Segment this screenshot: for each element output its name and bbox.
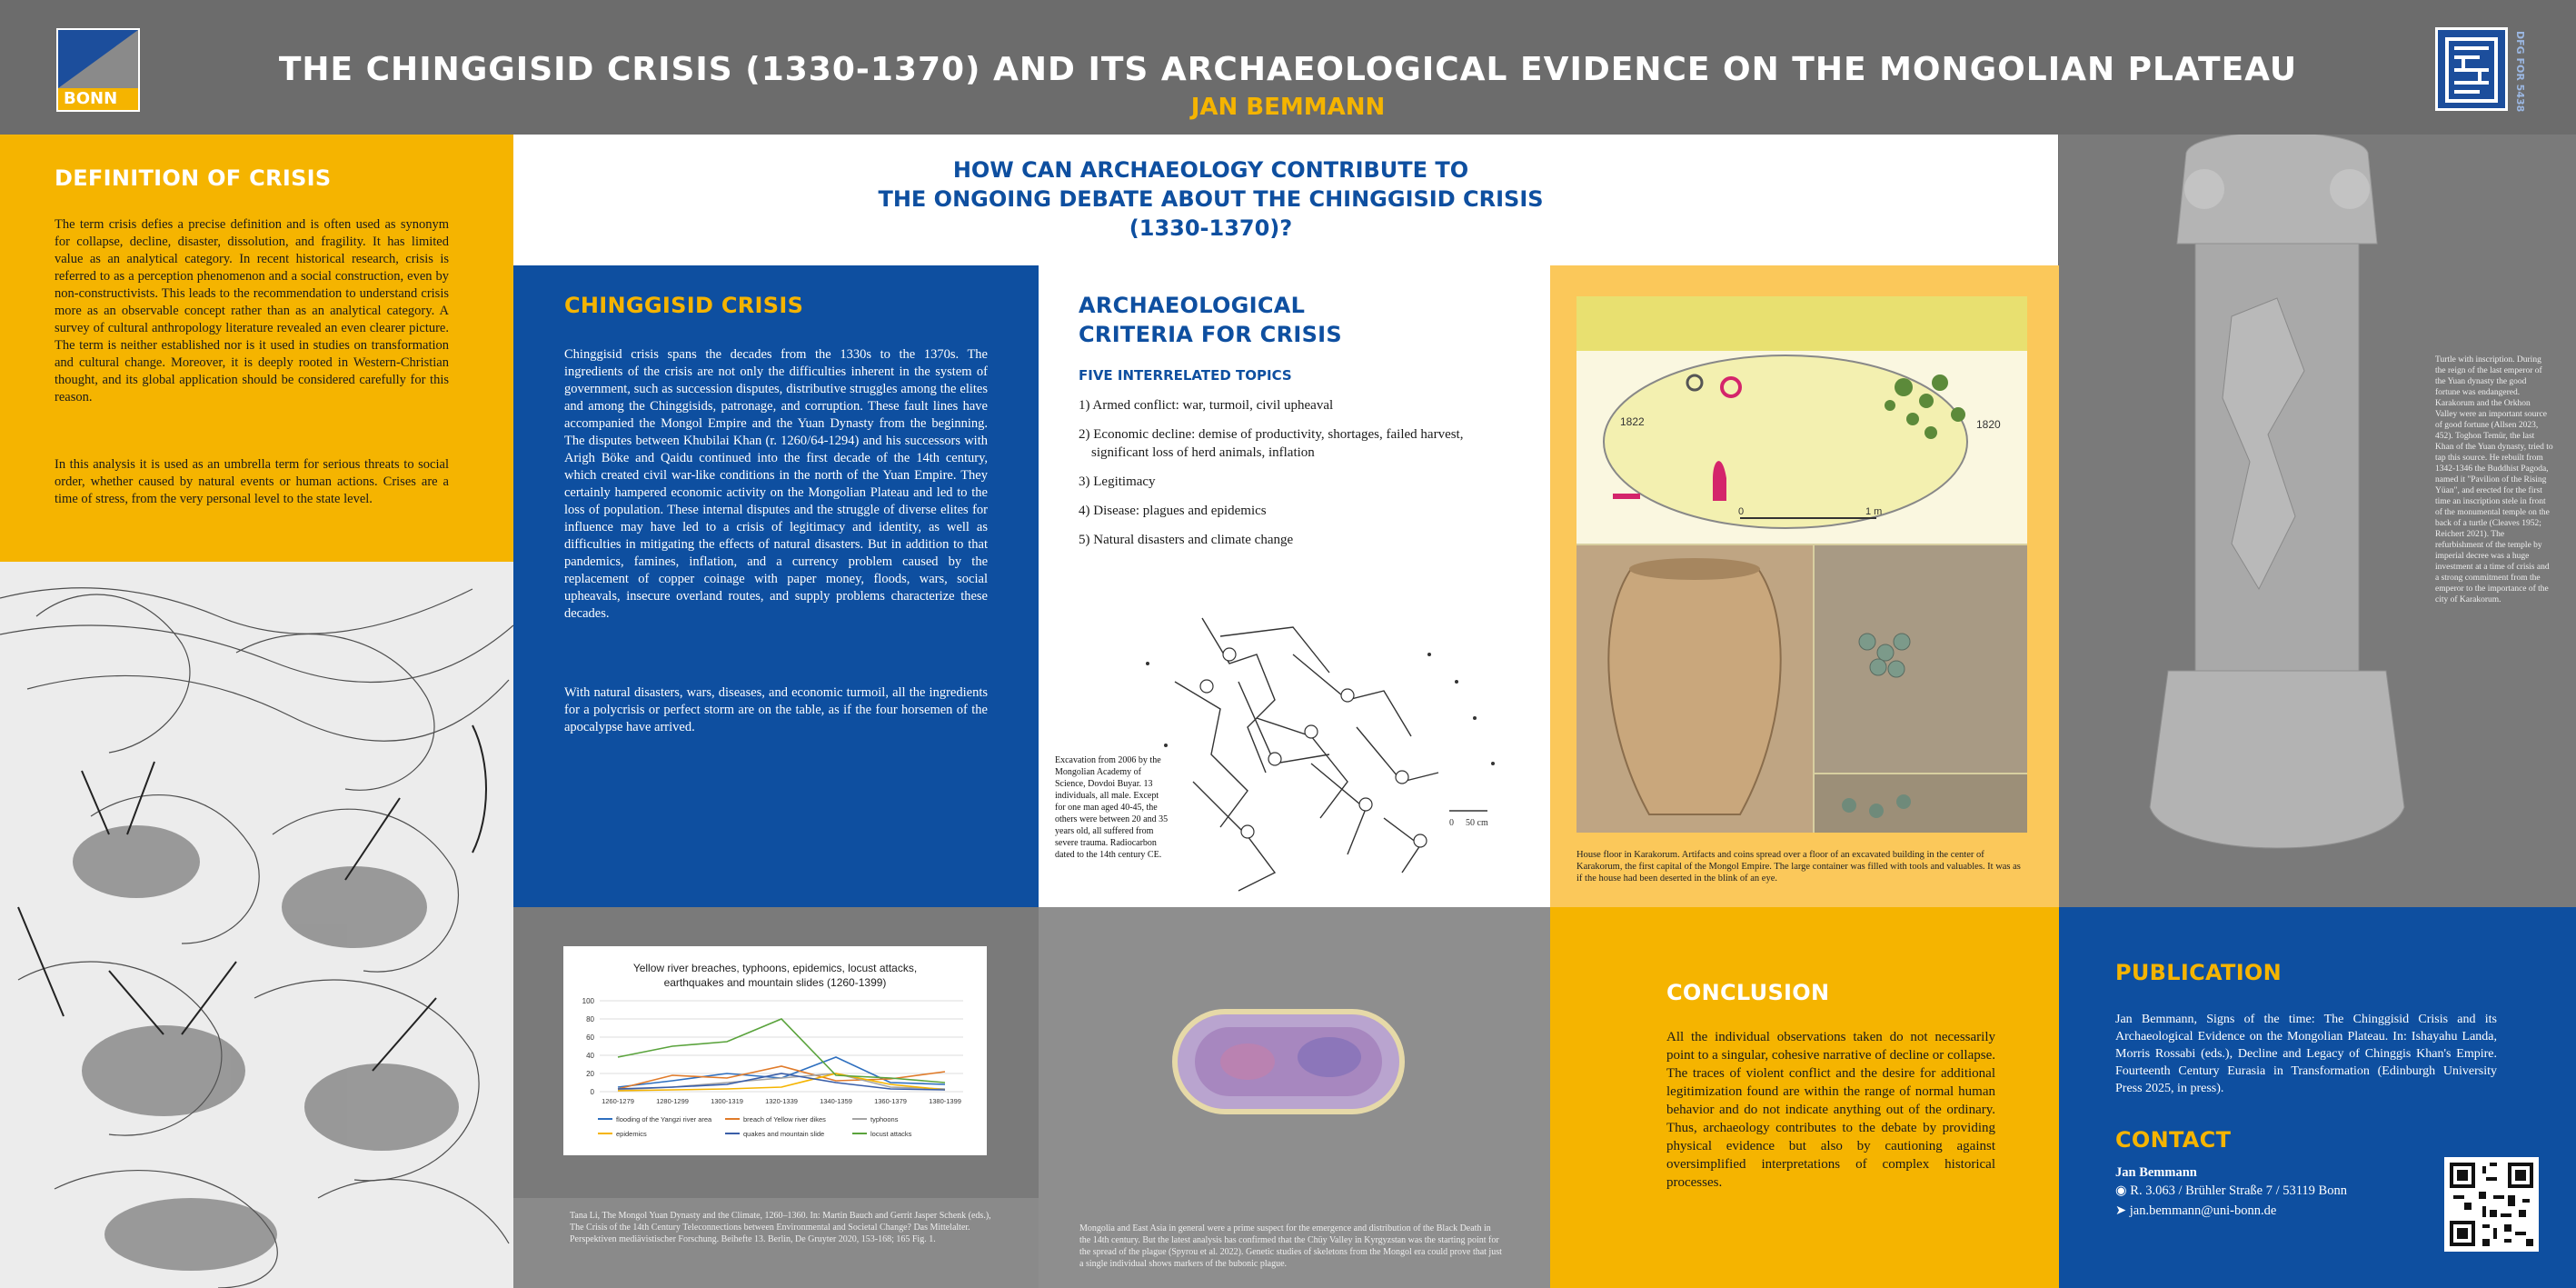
criteria-item: 1) Armed conflict: war, turmoil, civil upheaval [1079, 398, 1334, 413]
conclusion-panel [1550, 907, 2059, 1288]
qr-code-icon[interactable] [2444, 1157, 2539, 1252]
plan-scale-0: 0 [1738, 506, 1745, 517]
skeleton-caption: Excavation from 2006 by the Mongolian Academy of Science, Dovdoi Buyar. 13 individuals, all male. Except for one man aged 40-45, the others were between 20 and 35 years old, all suffered from severe trauma. Radiocarbon dated to the 14th century CE. [1055, 755, 1169, 860]
svg-text:0: 0 [1449, 818, 1454, 828]
dfg-logo-icon [2435, 27, 2508, 111]
chart-xtick-label: 1260-1279 [602, 1097, 634, 1105]
chart-xtick-label: 1340-1359 [820, 1097, 852, 1105]
chart-caption: Tana Li, The Mongol Yuan Dynasty and the Climate, 1260–1360. In: Martin Bauch and Gerrit Jasper Schenk (eds.), The Crisis of the 14th Century Teleconnections between Environmental and Societal Change? Das Mittelalter. Perspektiven mediävistischer Forschung. Beihefte 13. Berlin, De Gruyter 2020, 153-168; 165 Fig. 1. [570, 1211, 991, 1244]
criteria-item: 3) Legitimacy [1079, 474, 1156, 489]
plague-bacterium-image [1175, 1012, 1402, 1112]
chart-xtick-label: 1280-1299 [656, 1097, 689, 1105]
chart-legend-label: quakes and mountain slide [743, 1130, 825, 1138]
poster-title: THE CHINGGISID CRISIS (1330-1370) AND ITS ARCHAEOLOGICAL EVIDENCE ON THE MONGOLIAN PLATEAU [278, 51, 2298, 88]
chart-ytick-label: 40 [586, 1052, 594, 1060]
publication-heading: PUBLICATION [2115, 960, 2283, 985]
plague-caption: Mongolia and East Asia in general were a prime suspect for the emergence and distribution of the Black Death in the 14th century. But the latest analysis has confirmed that the Chüy Valley in Kyrgyzstan was the starting point for the spread of the plague (Spyrou et al. 2022). Genetic studies of skeletons from the Mongol era could prove that just a single individual shows markers of the bubonic plague. [1079, 1223, 1502, 1269]
chart-ytick-label: 0 [590, 1088, 594, 1096]
chart-legend-label: flooding of the Yangzi river area [616, 1115, 712, 1123]
criteria-heading-line-1: ARCHAEOLOGICAL [1079, 293, 1306, 318]
definition-paragraph-2: In this analysis it is used as an umbrella term for serious threats to social order, whether caused by natural events or human actions. Crises are a time of stress, from the very personal level to the state level. [55, 457, 449, 506]
definition-heading: DEFINITION OF CRISIS [55, 165, 332, 191]
research-question-line-3: (1330-1370)? [1129, 215, 1293, 241]
climate-chart [563, 946, 987, 1155]
criteria-item: 2) Economic decline: demise of productivity, shortages, failed harvest, significant loss of herd animals, inflation [1079, 427, 1464, 460]
climate-chart-svg [563, 946, 987, 1155]
research-question [513, 155, 1908, 243]
criteria-heading [1079, 291, 1342, 349]
contact-address-text: R. 3.063 / Brühler Straße 7 / 53119 Bonn [2130, 1183, 2347, 1198]
send-icon: ➤ [2115, 1203, 2127, 1218]
chart-legend-label: breach of Yellow river dikes [743, 1115, 826, 1123]
chart-xtick-label: 1380-1399 [929, 1097, 961, 1105]
chart-ytick-label: 80 [586, 1015, 594, 1023]
criteria-item: 4) Disease: plagues and epidemics [1079, 504, 1267, 518]
conclusion-text: All the individual observations taken do not necessarily point to a singular, cohesive narrative of decline or collapse. The traces of violent conflict and the desire for additional legitimization found are within the range of normal human behavior and do not indicate anything out of the ordinary. Thus, archaeology contributes to the debate by providing physical evidence but also by cautioning against oversimplified interpretations of complex historical processes. [1666, 1030, 1995, 1190]
contact-name: Jan Bemmann [2115, 1165, 2197, 1180]
crisis-paragraph-1: Chinggisid crisis spans the decades from the 1330s to the 1370s. The ingredients of the crisis are not only the difficulties inherent in the system of government, such as succession disputes, distributive struggles among the elites and among the Chinggisids, patronage, and corruption. These fault lines have accompanied the Mongol Empire and the Yuan Dynasty from the beginning. The disputes between Khubilai Khan (r. 1260/64-1294) and his successors with Arigh Böke and Qaidu continued into the first decade of the 14th century, which created civil war-like conditions in the north of the Yuan Empire. They certainly hampered economic activity on the Mongolian Plateau and led to the loss of population. These internal disputes and the struggle of diverse elites for influence may have led to a crisis of legitimacy and identity, as well as difficulties in mitigating the effects of natural disasters. But in addition to that pandemics, famines, inflation, and a currency problem caused by the replacement of copper coinage with paper money, floods, wars, social upheavals, insecure overland routes, and supply problems characterize these decades. [564, 347, 988, 621]
chart-xtick-label: 1320-1339 [765, 1097, 798, 1105]
chinggisid-crisis-panel [513, 265, 1039, 907]
plan-label-1820: 1820 [1976, 418, 2001, 431]
crisis-heading: CHINGGISID CRISIS [564, 293, 804, 318]
chart-ytick-label: 60 [586, 1033, 594, 1042]
logo-grey-triangle [58, 30, 138, 88]
contact-email[interactable] [2115, 1203, 2276, 1219]
chart-legend-label: typhoons [870, 1115, 899, 1123]
criteria-item: 5) Natural disasters and climate change [1079, 533, 1294, 547]
skeleton-scale-label: 50 cm [1466, 818, 1488, 828]
research-question-line-1: HOW CAN ARCHAEOLOGY CONTRIBUTE TO [952, 157, 1469, 183]
definition-panel [0, 135, 513, 562]
chart-ytick-label: 100 [582, 997, 594, 1005]
chart-legend-label: epidemics [616, 1130, 647, 1138]
chart-title-line-2: earthquakes and mountain slides (1260-1399) [663, 976, 887, 989]
contact-address [2115, 1183, 2347, 1199]
chart-legend-label: locust attacks [870, 1130, 912, 1138]
plan-scale-1m: 1 m [1865, 506, 1883, 517]
chart-xtick-label: 1360-1379 [874, 1097, 907, 1105]
research-question-line-2: THE ONGOING DEBATE ABOUT THE CHINGGISID CRISIS [878, 186, 1544, 212]
bonn-university-logo [56, 28, 140, 112]
poster-author: JAN BEMMANN [1190, 94, 1386, 121]
four-horsemen-woodcut-image [0, 562, 513, 1288]
karakorum-house-floor-image [1576, 296, 2027, 833]
criteria-subheading: FIVE INTERRELATED TOPICS [1079, 367, 1292, 384]
contact-email-text[interactable]: jan.bemmann@uni-bonn.de [2129, 1203, 2277, 1218]
plan-label-1822: 1822 [1620, 415, 1645, 428]
research-question-panel [513, 135, 2058, 265]
stele-caption: Turtle with inscription. During the reign of the last emperor of the Yuan dynasty the good fortune was endangered. Karakorum and the Orkhon Valley were an important source of good fortune (Allsen 2023, 452). Toghon Temür, the last Khan of the Yuan dynasty, tried to tap this source. He rebuilt from 1342-1346 the Buddhist Pagoda, named it "Pavilion of the Rising Yüan", and erected for the first time an inscription stele in front of the monumental temple on the back of a turtle (Cleaves 1952; Reichert 2021). The refurbishment of the temple by imperial decree was a huge investment at a time of crisis and a strong commitment from the emperor to the importance of the city of Karakorum. [2435, 355, 2553, 604]
dfg-label: DFG FOR 5438 [2514, 31, 2526, 113]
criteria-list [1079, 396, 1497, 560]
turtle-stele-image [2150, 135, 2404, 848]
logo-label: BONN [58, 88, 138, 110]
chart-title-line-1: Yellow river breaches, typhoons, epidemics, locust attacks, [632, 962, 918, 974]
karakorum-caption: House floor in Karakorum. Artifacts and coins spread over a floor of an excavated building in the center of Karakorum, the first capital of the Mongol Empire. The large container was filled with tools and valuables. It was as if the house had been deserted in the blink of an eye. [1576, 850, 2021, 884]
chart-xtick-label: 1300-1319 [711, 1097, 743, 1105]
definition-paragraph-1: The term crisis defies a precise definition and is often used as synonym for collapse, decline, disaster, dissolution, and fragility. It has limited value as an analytical category. In recent historical research, crisis is referred to as a perception phenomenon and a social construction, even by non-constructivists. This leads to the recommendation to understand crisis more as an observable concept rather than as an analytical category. A survey of cultural anthropology literature revealed an even clearer picture. The term is neither established nor is it used in studies on transformation and cultural change. Moreover, it is deeply rooted in Western-Christian thought, and its global application should be considered carefully for this reason. [55, 217, 449, 404]
chart-series-line [618, 1057, 945, 1087]
conclusion-heading: CONCLUSION [1666, 980, 1830, 1005]
crisis-paragraph-2: With natural disasters, wars, diseases, and economic turmoil, all the ingredients for a polycrisis or perfect storm are on the table, as if the four horsemen of the apocalypse have arrived. [564, 685, 988, 734]
contact-heading: CONTACT [2115, 1127, 2232, 1153]
location-pin-icon: ◉ [2115, 1183, 2127, 1198]
chart-ytick-label: 20 [586, 1070, 594, 1078]
publication-text: Jan Bemmann, Signs of the time: The Chinggisid Crisis and its Archaeological Evidence on the Mongolian Plateau. In: Ishayahu Landa, Morris Rossabi (eds.), Decline and Legacy of Chinggis Khan's Empire. Fourteenth Century Eurasia in Transformation (Edinburgh University Press 2025, in press). [2115, 1013, 2497, 1095]
criteria-heading-line-2: CRITERIA FOR CRISIS [1079, 322, 1342, 347]
